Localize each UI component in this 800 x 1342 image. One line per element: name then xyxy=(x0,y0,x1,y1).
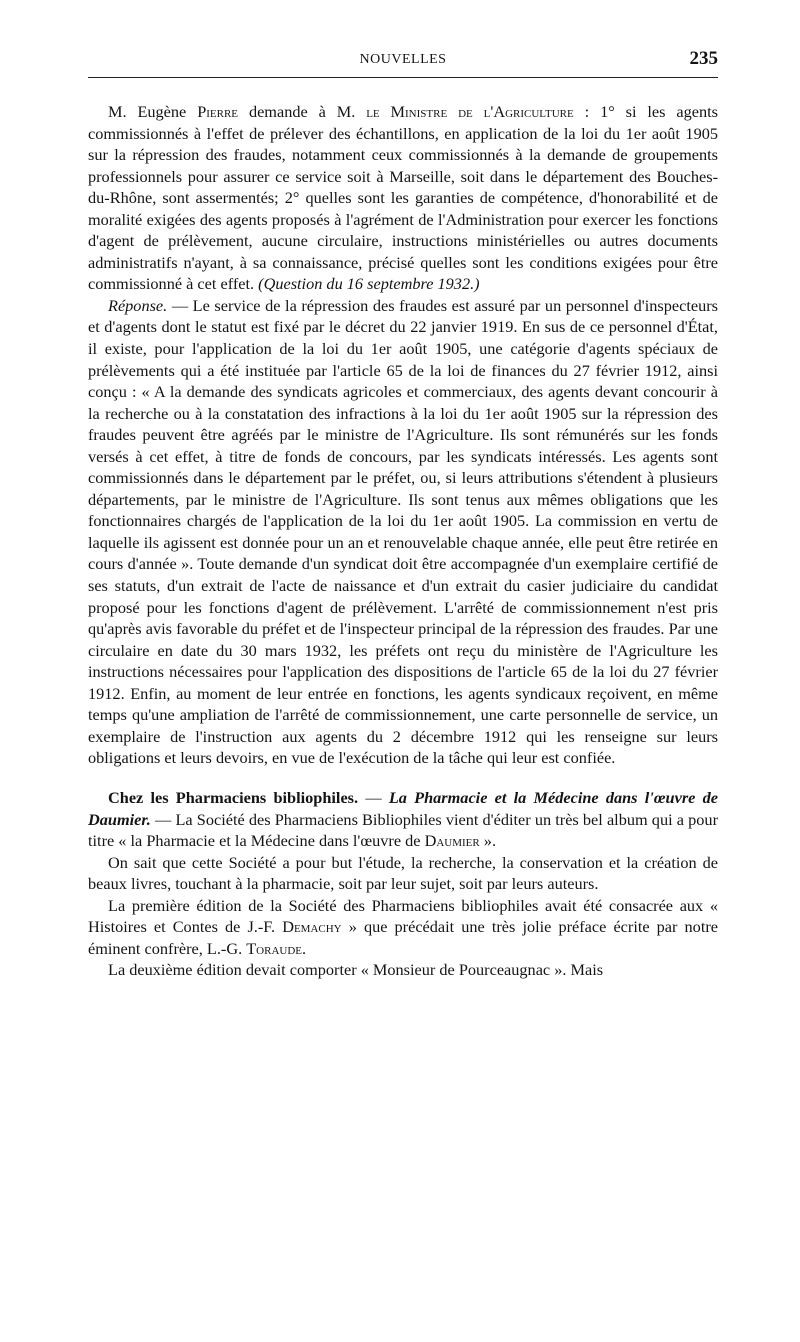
notice-lead-end: ». xyxy=(479,831,497,851)
first-edition-mid: » que précédait une très jolie préface écrite par notre éminent confrère, L.-G. xyxy=(88,917,718,958)
first-edition-paragraph xyxy=(88,895,718,960)
second-edition-paragraph: La deuxième édition devait comporter « Monsieur de Pourceaugnac ». Mais xyxy=(108,960,604,980)
notice-lead-name: Daumier xyxy=(424,831,480,851)
notice-subheading: La Pharmacie et la Médecine dans l'œuvre de Daumier. xyxy=(88,787,718,829)
author-toraude: Toraude xyxy=(246,938,302,958)
notice-dash: — xyxy=(358,787,389,807)
notice-heading: Chez les Pharmaciens bibliophiles. xyxy=(108,787,359,807)
page-number: 235 xyxy=(689,48,718,69)
deputy-prefix: M. Eugène xyxy=(108,102,187,121)
page-header xyxy=(88,48,718,76)
question-verb: demande à M. xyxy=(248,102,356,121)
deputy-name: Pierre xyxy=(197,102,239,121)
question-citation: (Question du 16 septembre 1932.) xyxy=(258,274,480,294)
society-purpose-paragraph: On sait que cette Société a pour but l'étude, la recherche, la conservation et la création de beaux livres, touchant à la pharmacie, soit par leur sujet, soit par leurs auteurs. xyxy=(88,852,718,894)
notice-lead: — La Société des Pharmaciens Bibliophiles vient d'éditer un très bel album qui a pour titre « la Pharmacie et la Médecine dans l'œuvre de xyxy=(88,809,718,851)
first-edition-end: . xyxy=(302,938,307,958)
answer-body: — Le service de la répression des fraudes est assuré par un personnel d'inspecteurs et d'agents dont le statut est fixé par le décret du 22 janvier 1919. En sus de ce personnel d'État, il existe, pour l'application de la loi du 1er août 1905, une catégorie d'agents spéciaux de prélèvements qui a été instituée par l'article 65 de la loi de finances du 27 février 1912, ainsi conçu : « A la demande des syndicats agricoles et commerciaux, des agents devant concourir à la recherche ou à la constatation des infractions à la loi du 1er août 1905 sur la répression des fraudes peuvent être agréés par le ministre de l'Agriculture. Ils sont rémunérés sur les fonds versés à cet effet, à titre de fonds de concours, par les syndicats intéressés. Les agents sont commissionnés dans le département par le préfet, ou, si leurs attributions s'étendent à plusieurs départements, par le ministre de l'Agriculture. Ils sont tenus aux mêmes obligations que les fonctionnaires chargés de l'application de la loi du 1er août 1905. La commission en vertu de laquelle ils agissent est donnée pour un an et renouvelable chaque année, elle peut être retirée en cours d'année ». Toute demande d'un syndicat doit être accompagnée d'un exemplaire certifié de ses statuts, d'un extrait de l'acte de naissance et d'un extrait du casier judiciaire du candidat proposé pour les fonctions d'agent de prélèvement. L'arrêté de commissionnement n'est pris qu'après avis favorable du préfet et de l'inspecteur principal de la répression des fraudes. Par une circulaire en date du 30 mars 1932, les préfets ont reçu du ministère de l'Agriculture les instructions nécessaires pour l'application des dispositions de l'article 65 de la loi du 27 février 1912. Enfin, au moment de leur entrée en fonctions, les agents syndicaux reçoivent, en même temps qu'une ampliation de l'arrêté de commissionnement, une carte personnelle de service, un exemplaire de l'instruction aux agents du 2 décembre 1912 qui les renseigne sur leurs obligations et leurs devoirs, en vue de l'exécution de la tâche qui leur est confiée. xyxy=(88,295,718,768)
question-body: : 1° si les agents commissionnés à l'effet de prélever des échantillons, en application de la loi du 1er août 1905 sur la répression des fraudes, notamment ceux commissionnés à la demande de groupements professionnels pour assurer ce service soit à Marseille, soit dans le département des Bouches-du-Rhône, sont assermentés; 2° quelles sont les garanties de compétence, d'honorabilité et de moralité exigées des agents proposés à l'agrément de l'Administration pour exercer les fonctions d'agent de prélèvement, aucune circulaire, instructions ministérielles ou autres documents administratifs n'ayant, à sa connaissance, précisé quelles sont les conditions exigées pour être commissionné à cet effet. xyxy=(88,102,718,294)
minister-name: le Ministre de l'Agriculture xyxy=(366,102,574,121)
answer-paragraph xyxy=(88,295,718,769)
author-demachy: Demachy xyxy=(282,917,342,937)
first-edition-start: La première édition de la Société des Pharmaciens bibliophiles avait été consacrée aux « Histoires et Contes de J.-F. xyxy=(88,895,718,937)
notice-paragraph xyxy=(88,787,718,852)
answer-label: Réponse. xyxy=(108,295,168,315)
header-rule xyxy=(88,77,718,78)
running-title: NOUVELLES xyxy=(359,52,447,67)
text-column xyxy=(88,101,718,981)
question-paragraph xyxy=(88,101,718,295)
